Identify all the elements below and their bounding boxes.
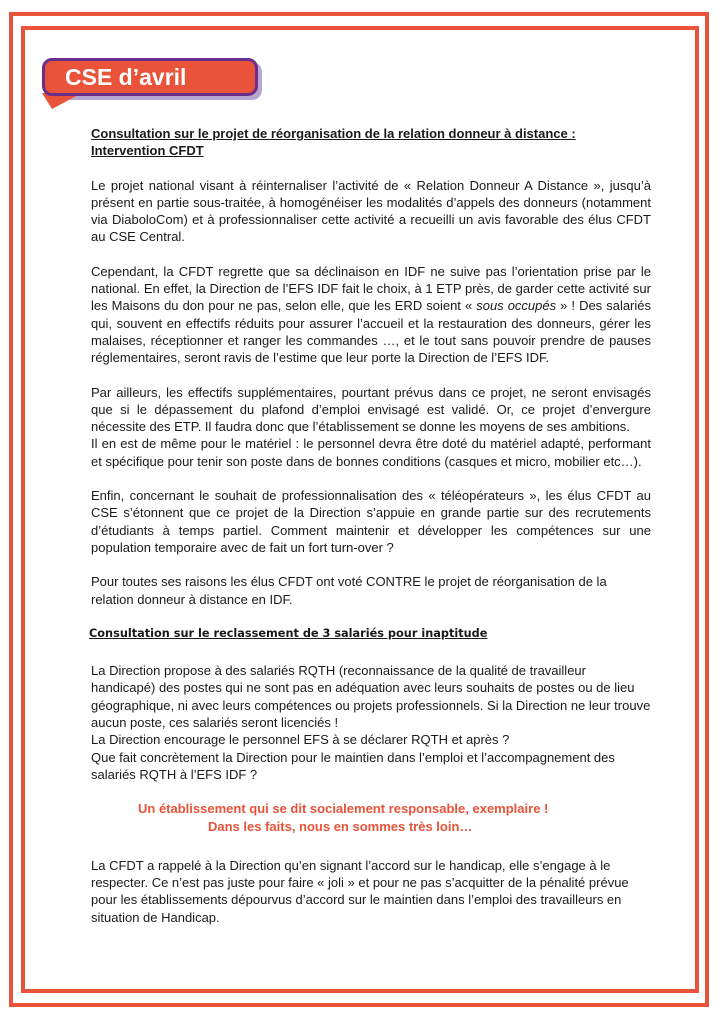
section2-paragraph-2: La CFDT a rappelé à la Direction qu’en signant l’accord sur le handicap, elle s’engage à le respecter. Ce n’est pas juste pour faire « joli » et pour ne pas s’acquitter de la pénalité prévue pour les établissements dépourvus d’accord sur le maintien dans l’emploi des travailleurs en situation de Handicap. (91, 857, 629, 925)
section2-paragraph-1c: Que fait concrètement la Direction pour le maintien dans l’emploi et l’accompagnement des salariés RQTH à l’EFS IDF ? (91, 749, 615, 782)
section1-paragraph-2-italic: sous occupés (476, 298, 557, 314)
section1-paragraph-1: Le projet national visant à réinternaliser l’activité de « Relation Donneur A Distance », jusqu’à présent en partie sous-traitée, à homogénéiser les modalités d’appels des donneurs (notamment via DiaboloCom) et à professionnaliser cette activité a recueilli un avis favorable des élus CFDT au CSE Central. (91, 177, 651, 245)
section1-paragraph-3b: Il en est de même pour le matériel : le personnel devra être doté du matériel adapté, performant et spécifique pour tenir son poste dans de bonnes conditions (casques et micro, mobilier etc…). (91, 436, 651, 469)
highlight-callout (91, 800, 651, 835)
section1-paragraph-3: Par ailleurs, les effectifs supplémentaires, pourtant prévus dans ce projet, ne seront envisagés que si le dépassement du plafond d’emploi envisagé est validé. Or, ce projet d’envergure nécessite des ETP. Il faudra donc que l’établissement se donne les moyens de ses ambitions. (91, 384, 651, 435)
section1-paragraph-2 (91, 263, 651, 367)
section1-paragraph-4: Enfin, concernant le souhait de professionnalisation des « téléopérateurs », les élus CFDT au CSE s’étonnent que ce projet de la Direction s’appuie en grande partie sur des recrutements d’étudiants à temps partiel. Comment maintenir et développer les compétences sur une population temporaire avec de fait un fort turn-over ? (91, 488, 651, 555)
section2-paragraph-1: La Direction propose à des salariés RQTH (reconnaissance de la qualité de travailleur handicapé) des postes qui ne sont pas en adéquation avec leurs souhaits de postes ou de lieu géographique, ni avec leurs compétences ou projets professionnels. Si la Direction ne leur trouve aucun poste, ces salariés seront licenciés ! (91, 663, 651, 731)
banner-title: CSE d’avril (42, 58, 258, 96)
highlight-line-2: Dans les faits, nous en sommes très loin… (208, 818, 473, 834)
section2-paragraph-1b: La Direction encourage le personnel EFS à se déclarer RQTH et après ? (91, 732, 510, 748)
document-body (91, 125, 651, 943)
section1-paragraph-2-start: Cependant, la CFDT regrette que sa déclinaison en IDF ne suive pas l’orientation prise par le national. En effet, la Direction de l’EFS IDF fait le choix, à 1 ETP près, de garder cette activité sur les Maisons du don pour ne pas, selon elle, que les ERD soient « (91, 263, 651, 314)
highlight-line-1: Un établissement qui se dit socialement responsable, exemplaire ! (138, 801, 549, 817)
section1-paragraph-2-end: » ! Des salariés qui, souvent en effectifs réduits pour assurer l’accueil et la restauration des donneurs, gérer les malaises, réceptionner et ranger les commandes …, et le tout sans pouvoir prendre de pauses réglementaires, seront ravis de l’estime que leur porte la Direction de l’EFS IDF. (91, 298, 652, 366)
section1-heading: Consultation sur le projet de réorganisation de la relation donneur à distance : Intervention CFDT (91, 126, 576, 159)
section2-heading: Consultation sur le reclassement de 3 salariés pour inaptitude (89, 626, 488, 640)
section1-paragraph-5: Pour toutes ses raisons les élus CFDT ont voté CONTRE le projet de réorganisation de la relation donneur à distance en IDF. (91, 574, 607, 607)
